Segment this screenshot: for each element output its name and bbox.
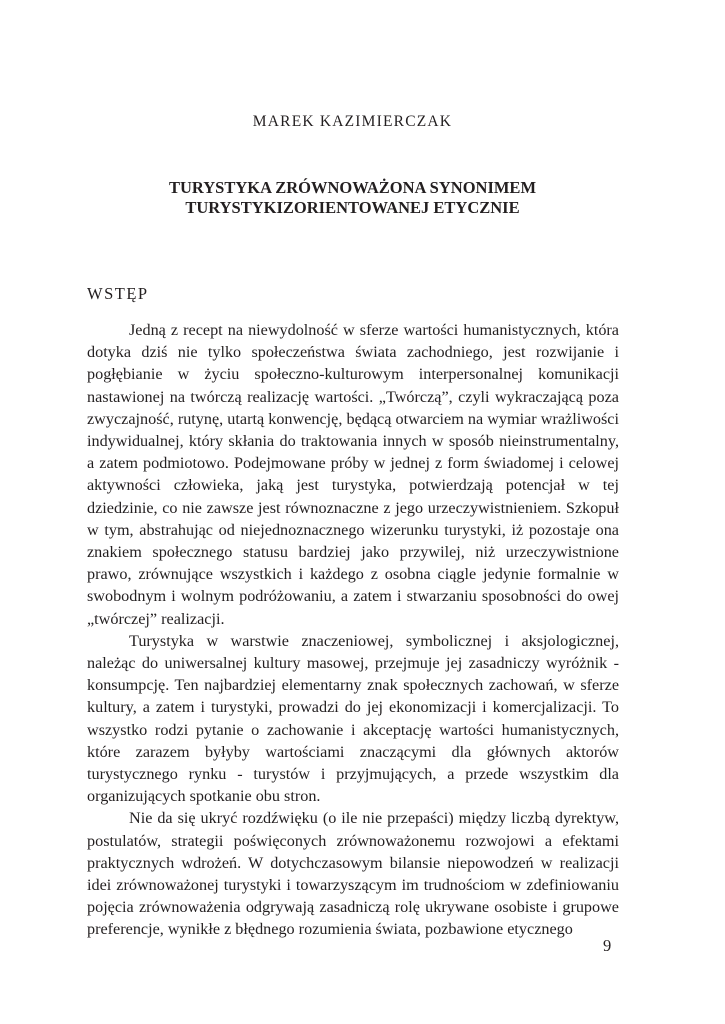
paragraph: Turystyka w warstwie znaczeniowej, symbolicznej i aksjologicznej, należąc do uniwersalnej kultury masowej, przejmuje jej zasadniczy wyróżnik - konsumpcję. Ten najbardziej elementarny znak społecznych zachowań, w sferze kultury, a zatem i turystyki, prowadzi do jej ekonomizacji i komercjalizacji. To wszystko rodzi pytanie o zachowanie i akceptację wartości humanistycznych, które zarazem byłyby wartościami znaczącymi dla głównych aktorów turystycznego rynku - turystów i przyjmujących, a przede wszystkim dla organizujących spotkanie obu stron.	[87, 631, 619, 806]
body-text	[87, 319, 619, 941]
chapter-title-line-1: TURYSTYKA ZRÓWNOWAŻONA SYNONIMEM	[168, 178, 537, 197]
paragraph: Nie da się ukryć rozdźwięku (o ile nie przepaści) między liczbą dyrektyw, postulatów, strategii poświęconych zrównoważonemu rozwojowi a efektami praktycznych wdrożeń. W dotychczasowym bilansie niepowodzeń w realizacji idei zrównoważonej turystyki i towarzyszącym im trudnościom w zdefiniowaniu pojęcia zrównoważenia odgrywają zasadniczą rolę ukrywane osobiste i grupowe preferencje, wynikłe z błędnego rozumienia świata, pozbawione etycznego	[87, 809, 619, 939]
paragraph: Jedną z recept na niewydolność w sferze wartości humanistycznych, która dotyka dziś nie tylko społeczeństwa świata zachodniego, jest rozwijanie i pogłębianie w życiu społeczno-kulturowym interpersonalnej komunikacji nastawionej na twórczą realizację wartości. „Twórczą”, czyli wykraczającą poza zwyczajność, rutynę, utartą konwencję, będącą otwarciem na wymiar wrażliwości indywidualnej, który skłania do traktowania innych w sposób nieinstrumentalny, a zatem podmiotowo. Podejmowane próby w jednej z form świadomej i celowej aktywności człowieka, jaką jest turystyka, potwierdzają potencjał w tej dziedzinie, co nie zawsze jest równoznaczne z jego urzeczywistnieniem. Szkopuł w tym, abstrahując od niejednoznacznego wizerunku turystyki, iż pozostaje ona znakiem społecznego statusu bardziej jako przywilej, niż urzeczywistnione prawo, zrównujące wszystkich i każdego z osobna ciągle jedynie formalnie w swobodnym i wolnym podróżowaniu, a zatem i stwarzaniu sposobności do owej „twórczej” realizacji.	[87, 321, 619, 628]
author-name: MAREK KAZIMIERCZAK	[252, 113, 453, 130]
page-number: 9	[603, 936, 612, 955]
chapter-title	[0, 178, 705, 218]
chapter-title-line-2: TURYSTYKIZORIENTOWANEJ ETYCZNIE	[185, 198, 520, 217]
section-heading: WSTĘP	[87, 284, 149, 303]
